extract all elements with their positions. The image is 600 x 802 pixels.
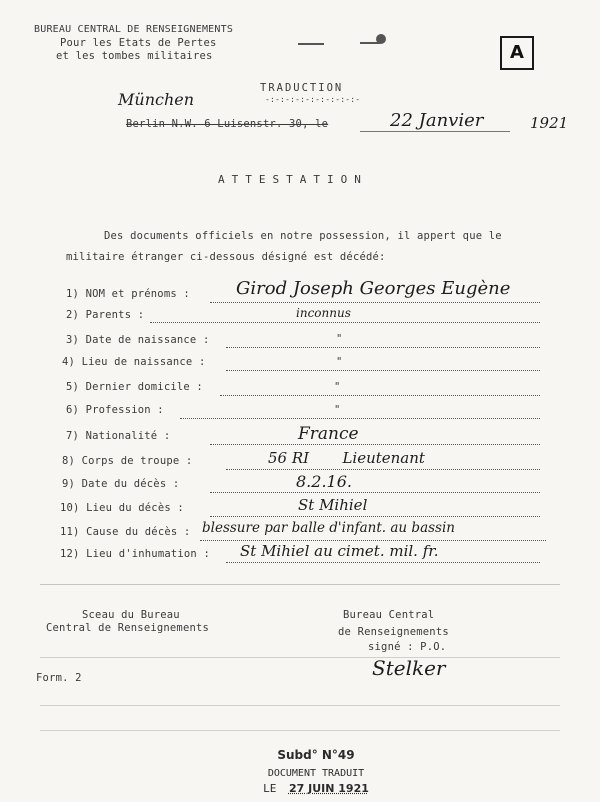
seal-line-2: Central de Renseignements (46, 622, 210, 634)
org-line-2: Pour les Etats de Pertes (60, 37, 217, 49)
traduction-underline: -:-:-:-:-:-:-:-:-:- (265, 95, 361, 104)
field-rule (200, 540, 546, 541)
field-label-nationalite: 7) Nationalité : (66, 430, 171, 442)
year: 1921 (530, 114, 569, 132)
form-number: Form. 2 (36, 672, 82, 684)
field-label-corps: 8) Corps de troupe : (62, 455, 193, 467)
field-label-cause: 11) Cause du décès : (60, 526, 191, 538)
org-line-1: BUREAU CENTRAL DE RENSEIGNEMENTS (34, 24, 234, 35)
field-rule (210, 444, 540, 445)
field-rule (150, 322, 540, 323)
ink-mark (298, 43, 324, 45)
field-value-cause: blessure par balle d'infant. au bassin (202, 520, 455, 536)
ink-mark-tail (360, 42, 380, 44)
bureau-line-2: de Renseignements (338, 626, 449, 638)
field-label-inhumation: 12) Lieu d'inhumation : (60, 548, 210, 560)
field-rule (226, 370, 540, 371)
seal-line-1: Sceau du Bureau (82, 609, 180, 621)
stamp-letter-box: A (500, 36, 534, 70)
field-value-lieu-naissance: " (336, 356, 343, 368)
stamp-line-3 (236, 782, 396, 795)
form-rule (40, 657, 560, 658)
form-rule (40, 705, 560, 706)
org-line-3: et les tombes militaires (56, 50, 213, 62)
intro-line-2: militaire étranger ci-dessous désigné est décédé: (66, 251, 386, 263)
field-rule (226, 562, 540, 563)
field-rule (180, 418, 540, 419)
stamp-line-2: DOCUMENT TRADUIT (267, 768, 365, 779)
stamp-line-3-prefix: LE (263, 782, 277, 795)
field-label-nom: 1) NOM et prénoms : (66, 288, 190, 300)
field-value-inhumation: St Mihiel au cimet. mil. fr. (240, 542, 439, 560)
signature: Stelker (372, 656, 446, 680)
field-value-nationalite: France (298, 424, 359, 444)
bureau-line-3: signé : P.O. (368, 641, 447, 653)
date-handwritten: 22 Janvier (390, 110, 484, 131)
field-label-date-deces: 9) Date du décès : (62, 478, 180, 490)
field-rule (226, 469, 540, 470)
document-title: ATTESTATION (218, 173, 368, 186)
field-value-date-deces: 8.2.16. (296, 472, 352, 491)
field-rule (210, 516, 540, 517)
form-rule (40, 584, 560, 585)
field-value-nom: Girod Joseph Georges Eugène (236, 278, 511, 299)
field-value-date-naissance: " (336, 333, 343, 345)
field-rule (220, 395, 540, 396)
stamp-line-1: Subd° N°49 (277, 748, 355, 762)
stamp-date: 27 JUIN 1921 (288, 782, 369, 795)
traduction-heading: TRADUCTION (260, 82, 344, 94)
field-label-date-naissance: 3) Date de naissance : (66, 334, 210, 346)
date-rule (360, 131, 510, 132)
field-label-parents: 2) Parents : (66, 309, 145, 321)
field-label-lieu-deces: 10) Lieu du décès : (60, 502, 184, 514)
field-rule (210, 492, 540, 493)
field-value-parents: inconnus (296, 306, 351, 320)
bureau-line-1: Bureau Central (343, 609, 435, 621)
field-rule (226, 347, 540, 348)
field-rule (210, 302, 540, 303)
field-label-domicile: 5) Dernier domicile : (66, 381, 203, 393)
field-value-domicile: " (334, 381, 341, 393)
field-label-lieu-naissance: 4) Lieu de naissance : (62, 356, 206, 368)
intro-line-1: Des documents officiels en notre possession, il appert que le (104, 230, 502, 242)
field-label-profession: 6) Profession : (66, 404, 164, 416)
place-handwritten: München (118, 90, 195, 109)
field-value-lieu-deces: St Mihiel (298, 496, 368, 514)
form-rule (40, 730, 560, 731)
field-value-profession: " (334, 404, 341, 416)
field-value-corps: 56 RI Lieutenant (268, 449, 425, 467)
place-typed: Berlin N.W. 6 Luisenstr. 30, le (126, 118, 329, 130)
translation-stamp (236, 748, 396, 795)
